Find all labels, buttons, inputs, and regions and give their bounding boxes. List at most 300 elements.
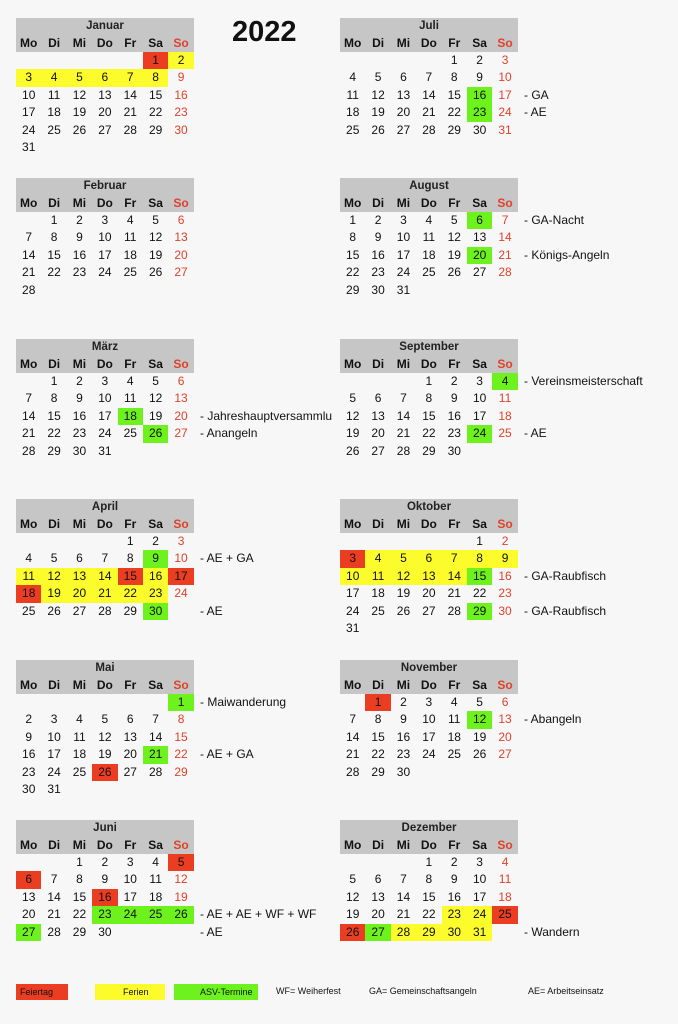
day-cell: 6 xyxy=(374,391,382,406)
day-cell: 2 xyxy=(101,855,109,869)
day-cell: 13 xyxy=(371,889,385,904)
day-cell: 9 xyxy=(101,872,109,887)
weekday-di: Di xyxy=(48,196,61,210)
day-cell: 31 xyxy=(98,443,112,458)
day-cell: 17 xyxy=(396,247,411,262)
day-cell: 14 xyxy=(123,87,137,102)
day-cell: 16 xyxy=(498,568,512,583)
day-cell: 30 xyxy=(143,603,168,620)
week-row xyxy=(16,871,194,888)
day-cell: 17 xyxy=(498,87,512,102)
month-oktober xyxy=(340,499,607,637)
day-cell: 29 xyxy=(174,764,188,779)
week-row xyxy=(16,373,194,390)
empty-cell xyxy=(41,139,66,156)
day-cell: 13 xyxy=(371,408,385,423)
week-row xyxy=(340,871,518,888)
day-cell: 8 xyxy=(450,70,458,85)
week-row xyxy=(340,906,518,923)
week-row xyxy=(16,282,194,299)
day-cell: 1 xyxy=(450,53,458,67)
day-cell: 20 xyxy=(174,408,188,423)
day-cell: 18 xyxy=(498,889,512,904)
day-cell: 25 xyxy=(72,764,87,779)
day-cell: 26 xyxy=(371,122,385,137)
day-cell: 12 xyxy=(72,87,87,102)
month-februar xyxy=(16,178,194,299)
weekday-mi: Mi xyxy=(396,357,411,371)
weekday-di: Di xyxy=(48,357,61,371)
legend-ferien xyxy=(95,983,165,1000)
week-row xyxy=(340,52,518,69)
day-cell: 8 xyxy=(177,712,185,727)
empty-cell xyxy=(16,854,41,871)
day-cell: 1 xyxy=(126,534,134,548)
day-cell: 27 xyxy=(472,265,487,280)
day-cell: 21 xyxy=(22,265,36,280)
day-cell: 27 xyxy=(371,443,385,458)
day-cell: 15 xyxy=(422,408,436,423)
day-cell: 2 xyxy=(400,695,407,709)
day-cell: 19 xyxy=(371,105,385,120)
day-cell: 9 xyxy=(76,391,83,406)
legend-ga: GA= Gemeinschaftsangeln xyxy=(369,986,477,996)
day-cell: 4 xyxy=(76,712,83,727)
day-cell: 17 xyxy=(98,247,112,262)
day-cell: 1 xyxy=(425,855,433,869)
day-cell: 23 xyxy=(371,265,385,280)
day-cell: 9 xyxy=(400,712,407,727)
day-cell: 29 xyxy=(447,122,461,137)
day-cell: 24 xyxy=(422,747,436,762)
day-cell: 17 xyxy=(123,889,137,904)
day-cell: 19 xyxy=(447,247,461,262)
weekday-mi: Mi xyxy=(396,36,411,50)
day-cell: 5 xyxy=(391,550,416,567)
weekday-so: So xyxy=(497,517,513,531)
weekday-mo: Mo xyxy=(20,678,38,692)
weekday-sa: Sa xyxy=(472,517,487,531)
week-row xyxy=(340,122,518,139)
week-row xyxy=(340,373,643,390)
day-cell: 10 xyxy=(47,729,61,744)
day-cell: 5 xyxy=(450,213,458,227)
day-cell: 1 xyxy=(349,213,357,227)
weekday-so: So xyxy=(497,678,513,692)
empty-cell xyxy=(416,52,441,69)
day-cell: 18 xyxy=(422,247,436,262)
empty-cell xyxy=(391,533,416,550)
week-row xyxy=(16,247,194,264)
day-cell: 24 xyxy=(47,764,61,779)
weekday-sa: Sa xyxy=(148,838,163,852)
day-cell: 10 xyxy=(422,712,436,727)
day-cell: 11 xyxy=(422,230,436,245)
empty-cell xyxy=(391,854,416,871)
day-cell: 8 xyxy=(126,551,134,566)
day-cell: 14 xyxy=(346,729,360,744)
day-cell: 6 xyxy=(400,70,407,85)
legend-ae: AE= Arbeitseinsatz xyxy=(528,986,604,996)
day-cell: 17 xyxy=(472,889,487,904)
day-cell: 28 xyxy=(422,122,436,137)
weekday-header xyxy=(16,356,194,373)
weekday-header xyxy=(340,837,518,854)
empty-cell xyxy=(67,52,92,69)
empty-cell xyxy=(168,603,193,620)
weekday-mi: Mi xyxy=(396,678,411,692)
weekday-fr: Fr xyxy=(124,196,137,210)
day-cell: 1 xyxy=(50,374,58,388)
week-row xyxy=(340,533,518,550)
event-note: - AE xyxy=(200,924,223,939)
day-cell: 27 xyxy=(98,122,112,137)
day-cell: 28 xyxy=(498,265,512,280)
weekday-di: Di xyxy=(48,838,61,852)
event-note: - Wandern xyxy=(524,924,580,939)
day-cell: 15 xyxy=(72,889,87,904)
day-cell: 18 xyxy=(16,585,41,602)
day-cell: 23 xyxy=(467,104,492,121)
day-cell: 23 xyxy=(174,105,188,120)
week-row xyxy=(340,568,607,585)
event-note: - GA-Nacht xyxy=(524,213,585,227)
empty-cell xyxy=(492,282,517,299)
day-cell: 22 xyxy=(346,265,360,280)
month-title: März xyxy=(16,339,194,356)
day-cell: 20 xyxy=(371,907,385,922)
day-cell: 19 xyxy=(396,586,411,601)
empty-cell xyxy=(143,443,168,460)
event-note: - AE xyxy=(524,105,547,120)
week-row xyxy=(340,408,518,425)
month-märz xyxy=(16,339,333,460)
day-cell: 27 xyxy=(16,924,41,941)
day-cell: 7 xyxy=(400,391,407,406)
day-cell: 28 xyxy=(47,924,61,939)
day-cell: 7 xyxy=(400,872,407,887)
day-cell: 5 xyxy=(374,70,382,85)
weekday-so: So xyxy=(173,678,189,692)
day-cell: 18 xyxy=(148,889,163,904)
day-cell: 11 xyxy=(124,230,137,245)
weekday-header xyxy=(340,356,518,373)
day-cell: 22 xyxy=(447,105,461,120)
weekday-mi: Mi xyxy=(72,36,87,50)
legend-ferien-label: Ferien xyxy=(95,984,165,1000)
day-cell: 25 xyxy=(346,122,360,137)
weekday-sa: Sa xyxy=(148,36,163,50)
month-title: Oktober xyxy=(340,499,518,516)
week-row xyxy=(340,889,518,906)
day-cell: 25 xyxy=(123,426,137,441)
month-title: Dezember xyxy=(340,820,518,837)
day-cell: 13 xyxy=(396,87,411,102)
day-cell: 11 xyxy=(448,712,461,727)
day-cell: 12 xyxy=(41,568,66,585)
day-cell: 18 xyxy=(123,247,137,262)
day-cell: 4 xyxy=(501,855,509,869)
empty-cell xyxy=(340,533,365,550)
day-cell: 26 xyxy=(340,924,365,941)
day-cell: 24 xyxy=(98,426,112,441)
day-cell: 9 xyxy=(76,230,83,245)
day-cell: 16 xyxy=(396,729,411,744)
day-cell: 13 xyxy=(98,87,112,102)
weekday-fr: Fr xyxy=(448,838,461,852)
week-row xyxy=(340,229,518,246)
day-cell: 8 xyxy=(374,712,382,727)
weekday-so: So xyxy=(497,36,513,50)
day-cell: 30 xyxy=(72,443,87,458)
weekday-sa: Sa xyxy=(472,357,487,371)
weekday-mo: Mo xyxy=(20,517,38,531)
weekday-fr: Fr xyxy=(448,357,461,371)
day-cell: 30 xyxy=(396,764,411,779)
day-cell: 22 xyxy=(118,585,143,602)
weekday-header xyxy=(340,35,518,52)
day-cell: 12 xyxy=(148,230,163,245)
empty-cell xyxy=(41,52,66,69)
empty-cell xyxy=(467,443,492,460)
weekday-di: Di xyxy=(372,517,385,531)
day-cell: 24 xyxy=(346,603,360,618)
day-cell: 20 xyxy=(422,586,436,601)
day-cell: 16 xyxy=(143,568,168,585)
empty-cell xyxy=(492,620,517,637)
day-cell: 17 xyxy=(346,586,360,601)
day-cell: 11 xyxy=(498,872,512,887)
day-cell: 9 xyxy=(450,391,458,406)
day-cell: 18 xyxy=(447,729,461,744)
weekday-mo: Mo xyxy=(344,357,362,371)
day-cell: 31 xyxy=(47,781,61,796)
day-cell: 22 xyxy=(472,586,487,601)
day-cell: 10 xyxy=(174,551,188,566)
day-cell: 3 xyxy=(126,855,134,869)
empty-cell xyxy=(16,212,41,229)
day-cell: 9 xyxy=(25,729,33,744)
day-cell: 9 xyxy=(143,550,168,567)
day-cell: 26 xyxy=(472,747,487,762)
week-row xyxy=(340,550,518,567)
weekday-header xyxy=(340,677,518,694)
day-cell: 3 xyxy=(501,53,509,67)
day-cell: 13 xyxy=(174,391,188,406)
day-cell: 29 xyxy=(371,764,385,779)
weekday-mo: Mo xyxy=(344,838,362,852)
day-cell: 10 xyxy=(396,230,411,245)
day-cell: 28 xyxy=(346,764,360,779)
day-cell: 23 xyxy=(72,426,87,441)
day-cell: 12 xyxy=(391,568,416,585)
day-cell: 6 xyxy=(467,212,492,229)
week-row xyxy=(340,87,549,104)
week-row xyxy=(16,889,194,906)
day-cell: 24 xyxy=(498,105,512,120)
month-title: Januar xyxy=(16,18,194,35)
weekday-do: Do xyxy=(420,196,437,210)
day-cell: 16 xyxy=(447,408,461,423)
empty-cell xyxy=(92,282,117,299)
day-cell: 19 xyxy=(148,408,163,423)
day-cell: 18 xyxy=(47,105,61,120)
day-cell: 20 xyxy=(22,907,36,922)
day-cell: 30 xyxy=(442,924,467,941)
day-cell: 10 xyxy=(472,872,487,887)
week-row xyxy=(340,729,518,746)
empty-cell xyxy=(92,533,117,550)
legend-asv xyxy=(174,983,258,1000)
day-cell: 8 xyxy=(76,872,83,887)
week-row xyxy=(340,711,582,728)
day-cell: 15 xyxy=(447,87,461,102)
day-cell: 1 xyxy=(76,855,83,869)
weekday-so: So xyxy=(497,838,513,852)
day-cell: 26 xyxy=(396,603,411,618)
day-cell: 26 xyxy=(346,443,360,458)
week-row xyxy=(16,443,194,460)
legend-wf: WF= Weiherfest xyxy=(276,986,341,996)
day-cell: 4 xyxy=(152,855,159,869)
day-cell: 10 xyxy=(472,391,487,406)
week-row xyxy=(340,264,518,281)
day-cell: 26 xyxy=(168,906,193,923)
week-row xyxy=(16,104,194,121)
day-cell: 6 xyxy=(76,551,83,566)
week-row xyxy=(340,603,607,620)
empty-cell xyxy=(92,781,117,798)
weekday-sa: Sa xyxy=(148,517,163,531)
day-cell: 26 xyxy=(92,764,117,781)
weekday-do: Do xyxy=(96,678,113,692)
week-row xyxy=(340,620,518,637)
weekday-do: Do xyxy=(420,36,437,50)
day-cell: 16 xyxy=(371,247,385,262)
weekday-mi: Mi xyxy=(72,196,87,210)
empty-cell xyxy=(41,282,66,299)
day-cell: 11 xyxy=(365,568,390,585)
empty-cell xyxy=(416,620,441,637)
day-cell: 5 xyxy=(349,391,357,406)
day-cell: 9 xyxy=(476,70,483,85)
weekday-header xyxy=(16,677,194,694)
day-cell: 18 xyxy=(72,747,87,762)
month-title: Juni xyxy=(16,820,194,837)
day-cell: 3 xyxy=(101,374,109,388)
event-note: - AE + AE + WF + WF xyxy=(200,907,317,922)
day-cell: 2 xyxy=(476,53,483,67)
day-cell: 6 xyxy=(177,213,185,227)
weekday-fr: Fr xyxy=(448,517,461,531)
day-cell: 9 xyxy=(177,70,185,85)
day-cell: 22 xyxy=(371,747,385,762)
day-cell: 6 xyxy=(126,712,134,727)
month-mai xyxy=(16,660,287,798)
weekday-fr: Fr xyxy=(448,36,461,50)
day-cell: 10 xyxy=(340,568,365,585)
day-cell: 28 xyxy=(22,282,36,297)
day-cell: 14 xyxy=(422,87,436,102)
empty-cell xyxy=(340,694,365,711)
day-cell: 17 xyxy=(472,408,487,423)
day-cell: 7 xyxy=(25,230,33,245)
empty-cell xyxy=(492,764,517,781)
event-note: - GA-Raubfisch xyxy=(524,568,607,583)
empty-cell xyxy=(92,139,117,156)
day-cell: 27 xyxy=(72,603,87,618)
empty-cell xyxy=(416,533,441,550)
week-row xyxy=(16,781,194,798)
day-cell: 5 xyxy=(67,69,92,86)
day-cell: 13 xyxy=(67,568,92,585)
day-cell: 20 xyxy=(467,247,492,264)
day-cell: 22 xyxy=(422,907,436,922)
day-cell: 27 xyxy=(174,265,188,280)
weekday-header xyxy=(16,35,194,52)
legend-asv-label: ASV-Termine xyxy=(174,984,258,1000)
weekday-header xyxy=(340,516,518,533)
week-row xyxy=(16,729,194,746)
day-cell: 12 xyxy=(148,391,163,406)
empty-cell xyxy=(67,694,92,711)
day-cell: 4 xyxy=(425,213,433,227)
day-cell: 2 xyxy=(76,213,83,227)
event-note: - AE + GA xyxy=(200,551,254,566)
weekday-di: Di xyxy=(372,678,385,692)
day-cell: 2 xyxy=(76,374,83,388)
day-cell: 14 xyxy=(498,230,512,245)
day-cell: 23 xyxy=(22,764,36,779)
month-april xyxy=(16,499,254,620)
day-cell: 27 xyxy=(123,764,137,779)
day-cell: 25 xyxy=(498,426,512,441)
empty-cell xyxy=(118,139,143,156)
weekday-di: Di xyxy=(48,517,61,531)
day-cell: 9 xyxy=(492,550,517,567)
weekday-mi: Mi xyxy=(72,838,87,852)
month-title: Februar xyxy=(16,178,194,195)
day-cell: 7 xyxy=(118,69,143,86)
day-cell: 25 xyxy=(371,603,385,618)
empty-cell xyxy=(442,282,467,299)
empty-cell xyxy=(340,52,365,69)
day-cell: 21 xyxy=(47,907,61,922)
weekday-sa: Sa xyxy=(472,196,487,210)
day-cell: 17 xyxy=(422,729,436,744)
day-cell: 1 xyxy=(50,213,58,227)
empty-cell xyxy=(118,52,143,69)
day-cell: 18 xyxy=(346,105,360,120)
day-cell: 22 xyxy=(422,426,436,441)
day-cell: 16 xyxy=(72,408,87,423)
day-cell: 23 xyxy=(396,747,411,762)
week-row xyxy=(16,122,194,139)
day-cell: 29 xyxy=(422,443,436,458)
day-cell: 1 xyxy=(168,694,193,711)
empty-cell xyxy=(67,533,92,550)
month-dezember xyxy=(340,820,580,941)
day-cell: 2 xyxy=(450,855,458,869)
day-cell: 4 xyxy=(450,695,458,709)
day-cell: 28 xyxy=(447,603,461,618)
day-cell: 3 xyxy=(476,855,483,869)
week-row xyxy=(340,390,518,407)
day-cell: 5 xyxy=(50,551,58,566)
day-cell: 1 xyxy=(143,52,168,69)
week-row xyxy=(16,229,194,246)
weekday-do: Do xyxy=(420,678,437,692)
